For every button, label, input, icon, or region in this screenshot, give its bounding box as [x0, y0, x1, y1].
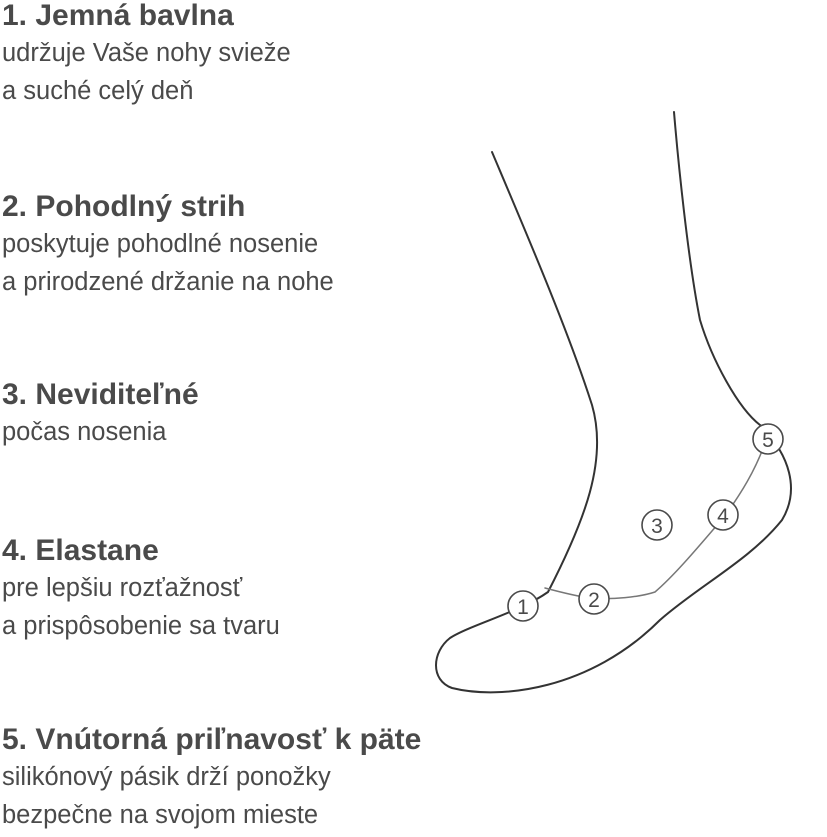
feature-3-desc-line-1: počas nosenia: [2, 418, 167, 446]
feature-5-desc-line-2: bezpečne na svojom mieste: [2, 801, 319, 829]
marker-3-label: 3: [651, 515, 663, 538]
feature-1-title: 1. Jemná bavlna: [2, 0, 234, 32]
feature-2-desc-line-1: poskytuje pohodlné nosenie: [2, 230, 319, 258]
marker-2: [579, 584, 609, 614]
feature-5-desc-line-1: silikónový pásik drží ponožky: [2, 763, 331, 791]
feature-1-desc-line-2: a suché celý deň: [2, 77, 194, 105]
feature-4-title: 4. Elastane: [2, 534, 159, 567]
marker-4-label: 4: [717, 505, 729, 528]
feature-1-desc-line-1: udržuje Vaše nohy svieže: [2, 39, 291, 67]
feature-3-title: 3. Neviditeľné: [2, 378, 199, 411]
marker-5-label: 5: [762, 429, 774, 452]
marker-1: [508, 591, 538, 621]
marker-3: [642, 510, 672, 540]
feature-2-desc-line-2: a prirodzené držanie na nohe: [2, 268, 334, 296]
leg-front-outline: [436, 112, 791, 692]
feature-5-title: 5. Vnútorná priľnavosť k päte: [2, 723, 422, 756]
marker-4: [708, 500, 738, 530]
marker-2-label: 2: [588, 589, 600, 612]
feature-2-title: 2. Pohodlný strih: [2, 190, 246, 223]
marker-5: [753, 424, 783, 454]
feature-4-desc-line-2: a prispôsobenie sa tvaru: [2, 612, 280, 640]
feature-4-desc-line-1: pre lepšiu rozťažnosť: [2, 574, 243, 602]
marker-1-label: 1: [517, 596, 529, 619]
